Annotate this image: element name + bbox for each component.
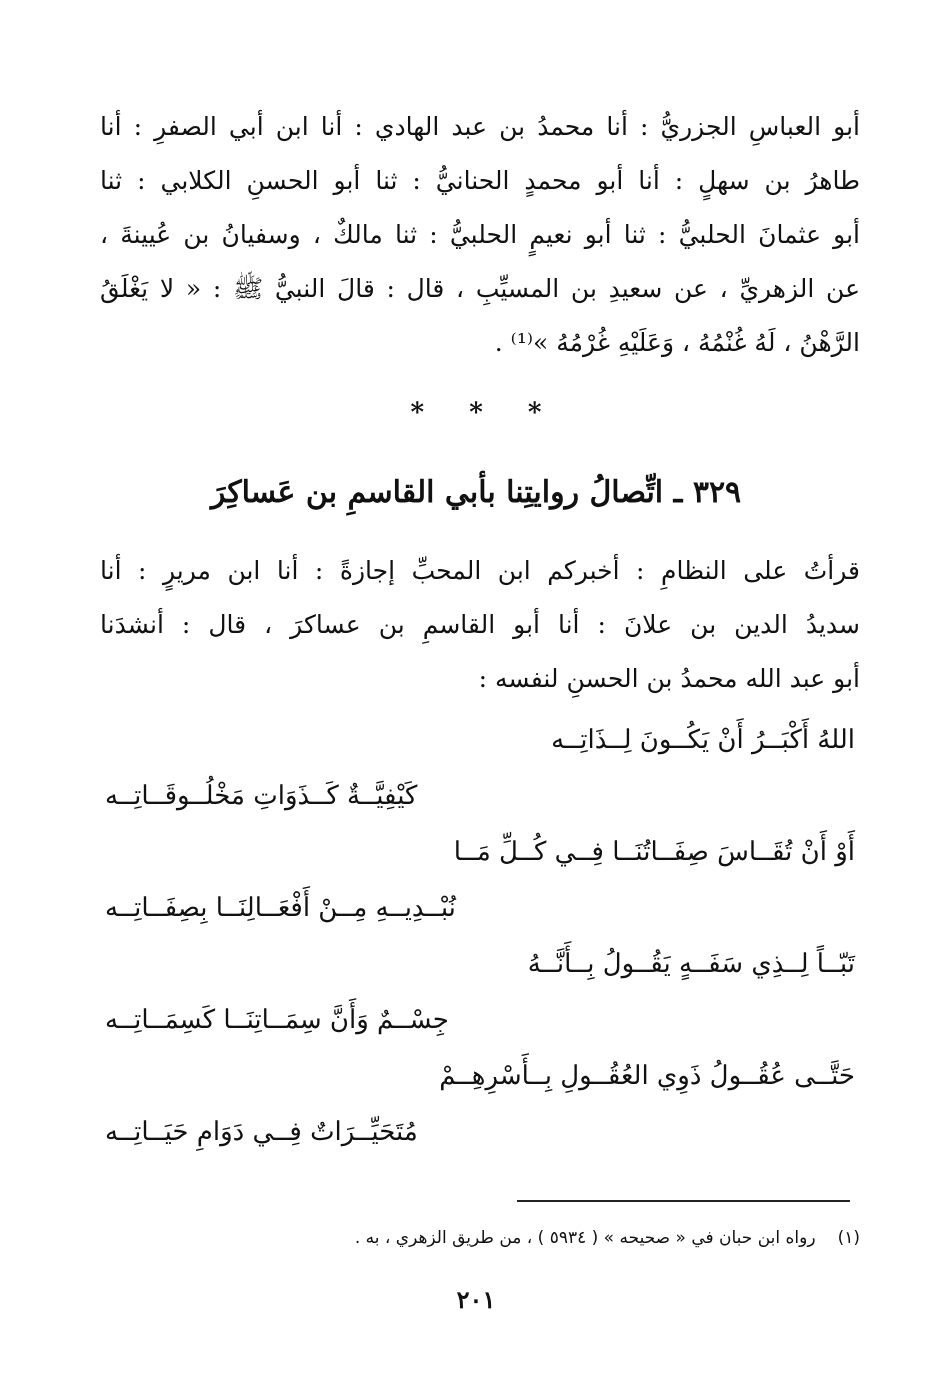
text-line: الرَّهْنُ ، لَهُ غُنْمُهُ ، وَعَلَيْهِ غُرْمُهُ »⁽¹⁾ . [494, 328, 860, 357]
section-separator [0, 398, 952, 428]
text-line: قرأتُ على النظامِ : أخبركم ابن المحبِّ إجازةً : أنا ابن مريرٍ : أنا [100, 556, 860, 585]
poem-verse: جِسْــمٌ وَأَنَّ سِمَــاتِنَــا كَسِمَــاتِــه [105, 1005, 449, 1035]
star-glyph: * [469, 398, 483, 428]
footnote [100, 1222, 860, 1254]
poem-verse: أَوْ أَنْ تُقَــاسَ صِفَــاتُنَــا فِــي كُــلِّ مَــا [453, 837, 855, 867]
poem-verse: تَبّــاً لِــذِي سَفَــهٍ يَقُــولُ بِــأَنَّــهُ [527, 949, 855, 979]
poem-verse: نُبْــدِيــهِ مِــنْ أَفْعَــالِنَــا بِصِفَــاتِــه [105, 893, 456, 923]
footnote-number: (١) [837, 1228, 860, 1248]
chain-paragraph [100, 544, 860, 706]
hadith-paragraph [100, 100, 860, 370]
text-line: سديدُ الدين بن علانَ : أنا أبو القاسمِ بن عساكرَ ، قال : أنشدَنا [100, 610, 860, 639]
poem [100, 712, 860, 1160]
footnote-divider [517, 1200, 850, 1202]
poem-verse: اللهُ أَكْبَــرُ أَنْ يَكُــونَ لِــذَاتِــه [551, 725, 855, 755]
page-number: ٢٠١ [456, 1285, 496, 1314]
text-line: عن الزهريِّ ، عن سعيدِ بن المسيِّبِ ، قال : قالَ النبيُّ ﷺ : « لا يَغْلَقُ [100, 274, 860, 303]
poem-verse: كَيْفِيَّــةٌ كَــذَوَاتِ مَخْلُــوقَــاتِــه [105, 781, 418, 811]
text-line: أبو عثمانَ الحلبيُّ : ثنا أبو نعيمٍ الحلبيُّ : ثنا مالكٌ ، وسفيانُ بن عُيينةَ ، [100, 220, 860, 249]
footnote-text: رواه ابن حبان في « صحيحه » ( ٥٩٣٤ ) ، من طريق الزهري ، به . [354, 1228, 816, 1248]
section-heading: ٣٢٩ ـ اتِّصالُ روايتِنا بأبي القاسمِ بن عَساكِرَ [210, 475, 742, 510]
poem-verse: مُتَحَيِّــرَاتٌ فِــي دَوَامِ حَيَــاتِــه [105, 1117, 418, 1147]
poem-verse: حَتَّــى عُقُــولُ ذَوِي العُقُــولِ بِــأَسْرِهِــمْ [439, 1061, 855, 1091]
star-glyph: * [527, 398, 542, 428]
text-line: أبو عبد الله محمدُ بن الحسنِ لنفسه : [478, 664, 860, 693]
text-line: طاهرُ بن سهلٍ : أنا أبو محمدٍ الحنانيُّ : ثنا أبو الحسنِ الكلابي : ثنا [100, 166, 860, 195]
text-line: أبو العباسِ الجزريُّ : أنا محمدُ بن عبد الهادي : أنا ابن أبي الصفرِ : أنا [100, 112, 860, 141]
star-glyph: * [410, 398, 425, 428]
